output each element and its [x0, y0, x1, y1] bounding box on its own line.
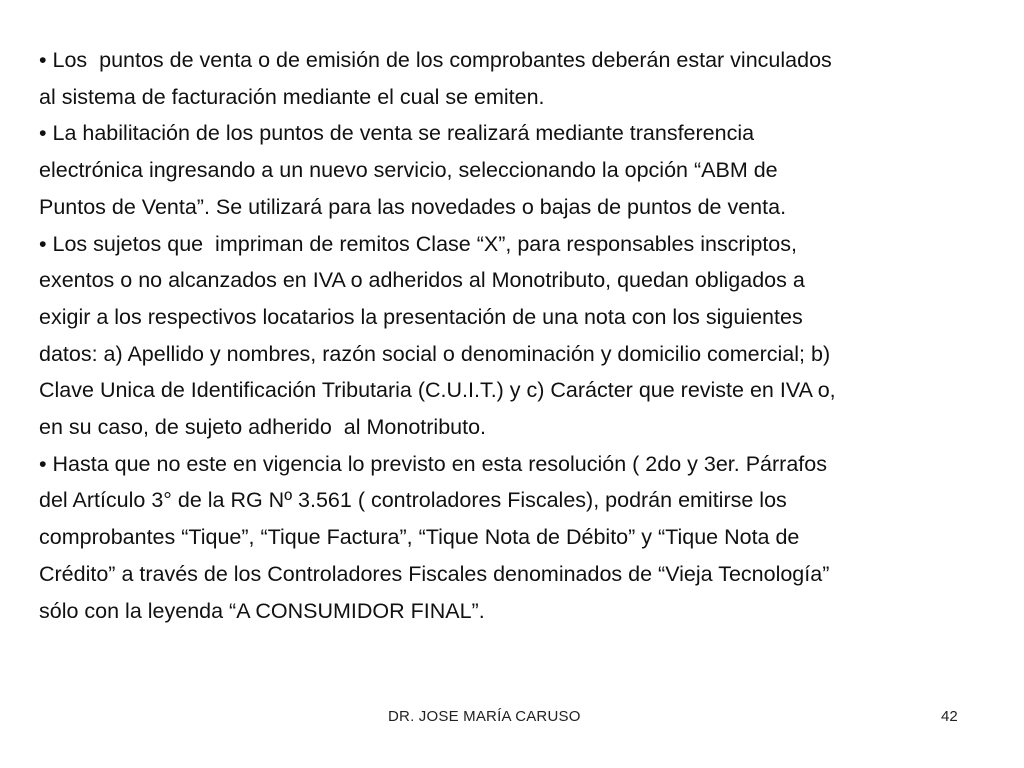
text-line: sólo con la leyenda “A CONSUMIDOR FINAL”. [39, 598, 485, 623]
text-line: • Hasta que no este en vigencia lo previsto en esta resolución ( 2do y 3er. Párrafos [39, 451, 827, 476]
text-line: exentos o no alcanzados en IVA o adheridos al Monotributo, quedan obligados a [39, 268, 805, 293]
footer-author: DR. JOSE MARÍA CARUSO [388, 708, 581, 725]
text-line: comprobantes “Tique”, “Tique Factura”, “Tique Nota de Débito” y “Tique Nota de [39, 525, 800, 550]
text-line: • La habilitación de los puntos de venta se realizará mediante transferencia [39, 121, 755, 146]
text-line: • Los puntos de venta o de emisión de los comprobantes deberán estar vinculados [39, 48, 832, 72]
text-line: Clave Unica de Identificación Tributaria (C.U.I.T.) y c) Carácter que reviste en IVA o, [39, 378, 836, 403]
slide-number: 42 [941, 708, 958, 725]
text-line: en su caso, de sujeto adherido al Monotributo. [39, 415, 487, 440]
text-line: Puntos de Venta”. Se utilizará para las novedades o bajas de puntos de venta. [39, 194, 787, 219]
text-line: al sistema de facturación mediante el cual se emiten. [39, 84, 545, 109]
text-line: • Los sujetos que impriman de remitos Clase “X”, para responsables inscriptos, [39, 231, 797, 256]
text-line: datos: a) Apellido y nombres, razón social o denominación y domicilio comercial; b) [39, 341, 831, 366]
text-line: del Artículo 3° de la RG Nº 3.561 ( controladores Fiscales), podrán emitirse los [39, 488, 787, 513]
text-line: Crédito” a través de los Controladores Fiscales denominados de “Vieja Tecnología” [39, 561, 830, 586]
text-line: exigir a los respectivos locatarios la presentación de una nota con los siguientes [39, 304, 803, 329]
slide-body [39, 42, 999, 629]
text-line: electrónica ingresando a un nuevo servicio, seleccionando la opción “ABM de [39, 158, 778, 183]
